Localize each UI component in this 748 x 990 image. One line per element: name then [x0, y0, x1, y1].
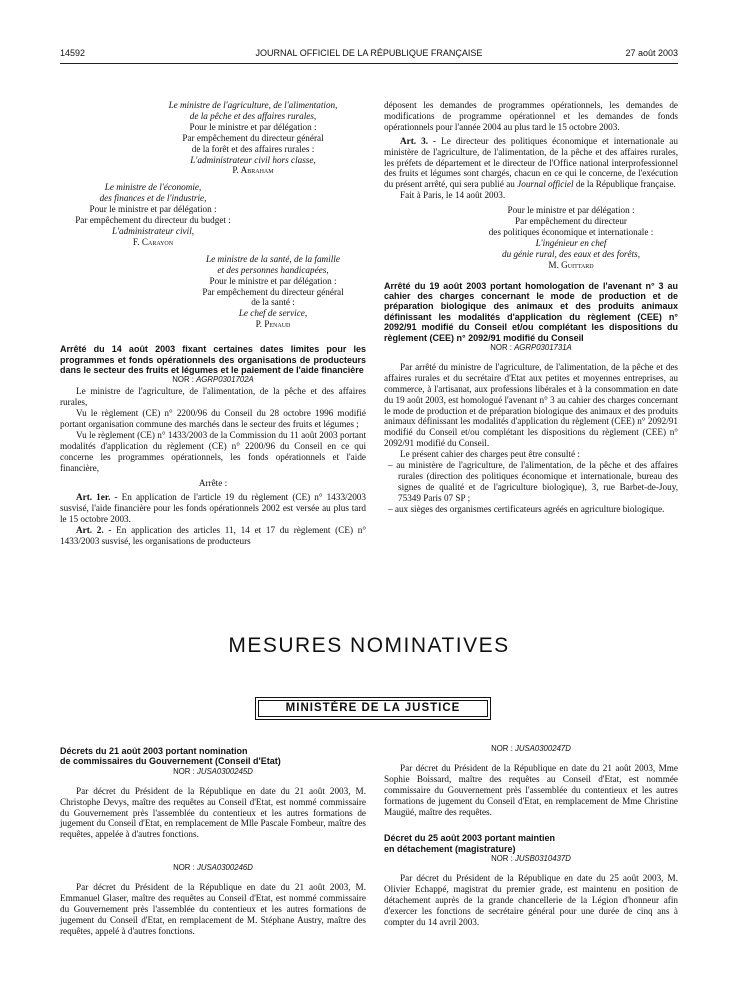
signature-line: Le ministre de la santé, de la famille	[206, 253, 340, 264]
nor-label: NOR :	[172, 375, 194, 385]
paragraph: Vu le règlement (CE) n° 2200/96 du Conseil du 28 octobre 1996 modifié portant organisation commune des marchés dans le secteur des fruits et légumes ;	[60, 408, 366, 429]
article-text: de la République française.	[573, 179, 676, 190]
article-label: Art. 3. -	[400, 135, 437, 146]
signature-line: des politiques économique et internationale :	[488, 226, 654, 237]
page-number: 14592	[60, 48, 86, 58]
list-item: – aux sièges des organismes certificateurs agréés en agriculture biologique.	[388, 503, 665, 514]
signature-line: L'administrateur civil,	[111, 225, 195, 236]
nor-code: JUSA0300247D	[514, 744, 571, 753]
header-rule	[60, 63, 678, 64]
article-text: En application des articles 11, 14 et 17 du règlement (CE) n° 1433/2003 susvisé, les organisations de producteurs	[60, 525, 366, 547]
signature-line: du génie rural, des eaux et des forêts,	[501, 248, 641, 259]
decree-title: en détachement (magistrature)	[384, 843, 516, 854]
arrete-heading: Arrête :	[198, 477, 228, 488]
nor-reference	[384, 343, 678, 354]
section-title: MESURES NOMINATIVES	[228, 634, 510, 657]
decree-title: de commissaires du Gouvernement (Conseil d'Etat)	[60, 756, 281, 767]
nor-code: JUSA0300246D	[196, 863, 253, 873]
decree-title: Décret du 25 août 2003 portant maintien	[384, 833, 556, 844]
article-1	[60, 492, 366, 525]
nor-code: AGRP0301731A	[514, 343, 572, 353]
article-label: Art. 1er. -	[76, 492, 118, 503]
nor-code: AGRP0301702A	[196, 375, 254, 385]
signature-line: Pour le ministre et par délégation :	[189, 121, 317, 132]
article-2	[60, 525, 366, 547]
signature-line: Par empêchement du directeur général	[182, 132, 324, 143]
nor-code: JUSB0310437D	[514, 854, 571, 864]
paragraph: Vu le règlement (CE) n° 1433/2003 de la Commission du 11 août 2003 portant modalités d'application du règlement (CE) n° 2200/96 du Conseil en ce qui concerne les programmes opérationnels, les fonds opérationnels et l'aide financière,	[60, 429, 366, 473]
nor-label: NOR :	[173, 766, 195, 776]
signature-block-economie	[60, 182, 246, 247]
nor-label: NOR :	[173, 863, 195, 873]
ministry-box	[255, 697, 491, 720]
paragraph: déposent les demandes de programmes opérationnels, les demandes de modifications de programme opérationnel et les demandes de fonds opérationnels pour l'année 2004 au plus tard le 15 octobre 2003.	[384, 100, 678, 132]
left-column	[60, 100, 366, 547]
signature-line: Pour le ministre et par délégation :	[89, 204, 217, 215]
issue-date: 27 août 2003	[625, 48, 678, 58]
signature-line: des finances et de l'industrie,	[99, 193, 207, 204]
nor-reference	[384, 854, 678, 865]
nor-reference	[60, 767, 366, 778]
bottom-left-column	[60, 746, 366, 937]
journal-officiel-mention: Journal officiel	[517, 179, 574, 190]
signature-line: Le ministre de l'agriculture, de l'alimentation,	[168, 100, 338, 110]
signature-line: et des personnes handicapées,	[217, 264, 329, 275]
signature-line: Par empêchement du directeur du budget :	[75, 215, 231, 226]
nor-reference	[384, 744, 678, 755]
arrete-title: Arrêté du 14 août 2003 fixant certaines dates limites pour les programmes et fonds opérationnels des organisations de producteurs dans le secteur des fruits et légumes et le paiement de l'aide financière	[60, 344, 366, 375]
nor-reference	[60, 375, 366, 386]
signature-line: Pour le ministre et par délégation :	[209, 275, 337, 286]
paragraph: Par décret du Président de la République en date du 21 août 2003, M. Emmanuel Glaser, maître des requêtes au Conseil d'Etat, est nommé commissaire du Gouvernement près l'assemblée du contentieux et les autres formations de jugement du Conseil d'Etat, en remplacement de M. Stéphane Austry, maître des requêtes, appelé à d'autres fonctions.	[60, 882, 366, 936]
nor-reference	[60, 863, 366, 874]
signature-line: Le ministre de l'économie,	[104, 182, 202, 193]
signature-line: Le chef de service,	[238, 308, 308, 319]
signature-line: Pour le ministre et par délégation :	[507, 205, 635, 216]
paragraph: Par arrêté du ministre de l'agriculture, de l'alimentation, de la pêche et des affaires rurales et du secrétaire d'Etat aux petites et moyennes entreprises, au commerce, à l'artisanat, aux professions libérales et à la consommation en date du 19 août 2003, est homologué l'avenant n° 3 au cahier des charges concernant le mode de production et de préparation biologique des animaux et des produits animaux définissant les modalités d'application du règlement (CEE) n° 2092/91 modifié du Conseil et/ou complétant les dispositions du règlement (CEE) n° 2092/91 modifié du Conseil.	[384, 361, 678, 449]
fait-a-paris: Fait à Paris, le 14 août 2003.	[400, 190, 506, 201]
signature-line: L'administrateur civil hors classe,	[190, 154, 316, 165]
arrete-title: Arrêté du 19 août 2003 portant homologation de l'avenant n° 3 au cahier des charges concernant le mode de production et de préparation biologique des animaux et des produits animaux définissant les modalités d'application du règlement (CEE) n° 2092/91 modifié du Conseil et/ou complétant les dispositions du règlement (CEE) n° 2092/91 modifié du Conseil	[384, 280, 678, 343]
signatory-name: M. Guittard	[548, 259, 594, 270]
signature-line: Par empêchement du directeur	[515, 216, 627, 227]
signature-line: de la santé :	[251, 297, 295, 308]
signature-line: Par empêchement du directeur général	[202, 286, 344, 297]
nor-label: NOR :	[491, 744, 513, 753]
article-3	[384, 136, 678, 191]
list-item: – au ministère de l'agriculture, de l'alimentation, de la pêche et des affaires rurales (direction des politiques économique et internationale, bureau des signes de qualité et de l'agriculture biologique), 3, rue Barbet-de-Jouy, 75349 Paris 07 SP ;	[388, 460, 678, 503]
signatory-name: F. Carayon	[132, 236, 174, 247]
paragraph: Par décret du Président de la République en date du 21 août 2003, M. Christophe Devys, maître des requêtes au Conseil d'Etat, est nommé commissaire du Gouvernement près l'assemblée du contentieux et les autres formations de jugement du Conseil d'Etat, en remplacement de Mlle Pascale Fombeur, maître des requêtes, appelée à d'autres fonctions.	[60, 785, 366, 840]
decree-title: Décrets du 21 août 2003 portant nomination	[60, 746, 248, 756]
nor-label: NOR :	[490, 343, 512, 353]
right-column	[384, 100, 678, 515]
journal-title: JOURNAL OFFICIEL DE LA RÉPUBLIQUE FRANÇAISE	[255, 48, 483, 58]
paragraph: Le ministre de l'agriculture, de l'alimentation, de la pêche et des affaires rurales,	[60, 386, 366, 408]
signature-block-agriculture	[140, 100, 366, 176]
running-header	[60, 48, 678, 62]
signature-line: de la pêche et des affaires rurales,	[189, 110, 317, 121]
signature-line: de la forêt et des affaires rurales :	[191, 143, 315, 154]
paragraph: Le présent cahier des charges peut être consulté :	[400, 449, 580, 460]
nor-code: JUSA0300245D	[196, 766, 253, 776]
signature-line: L'ingénieur en chef	[535, 237, 607, 248]
bottom-right-column	[384, 744, 678, 928]
signatory-name: P. Penaud	[255, 319, 291, 330]
signatory-name: P. Abraham	[232, 165, 274, 176]
signature-block-pei	[464, 205, 678, 270]
paragraph: Par décret du Président de la République en date du 21 août 2003, Mme Sophie Boissard, maître des requêtes au Conseil d'Etat, est nommée commissaire du Gouvernement près l'assemblée du contentieux et les autres formations de jugement du Conseil d'Etat, en remplacement de Mme Christine Maugüé, maître des requêtes.	[384, 762, 678, 817]
signature-block-sante	[180, 254, 366, 330]
ministry-title: MINISTÈRE DE LA JUSTICE	[258, 700, 488, 717]
article-label: Art. 2. -	[76, 525, 112, 536]
article-text: En application de l'article 19 du règlement (CE) n° 1433/2003 susvisé, l'aide financière pour les fonds opérationnels 2002 est versée au plus tard le 15 octobre 2003.	[60, 492, 366, 525]
nor-label: NOR :	[491, 854, 513, 864]
article-text: Le directeur des politiques économique et internationale au ministère de l'agriculture, de l'alimentation, de la pêche et des affaires rurales, les préfets de département et le directeur de l'Office national interprofessionnel des fruits et légumes sont chargés, chacun en ce qui le concerne, de l'exécution du présent arrêté, qui sera publié au	[384, 135, 678, 190]
paragraph: Par décret du Président de la République en date du 25 août 2003, M. Olivier Echappé, magistrat du premier grade, est maintenu en position de détachement auprès de la grande chancellerie de la Légion d'honneur afin d'exercer les fonctions de secrétaire général pour une durée de cinq ans à compter du 14 avril 2003.	[384, 873, 678, 927]
